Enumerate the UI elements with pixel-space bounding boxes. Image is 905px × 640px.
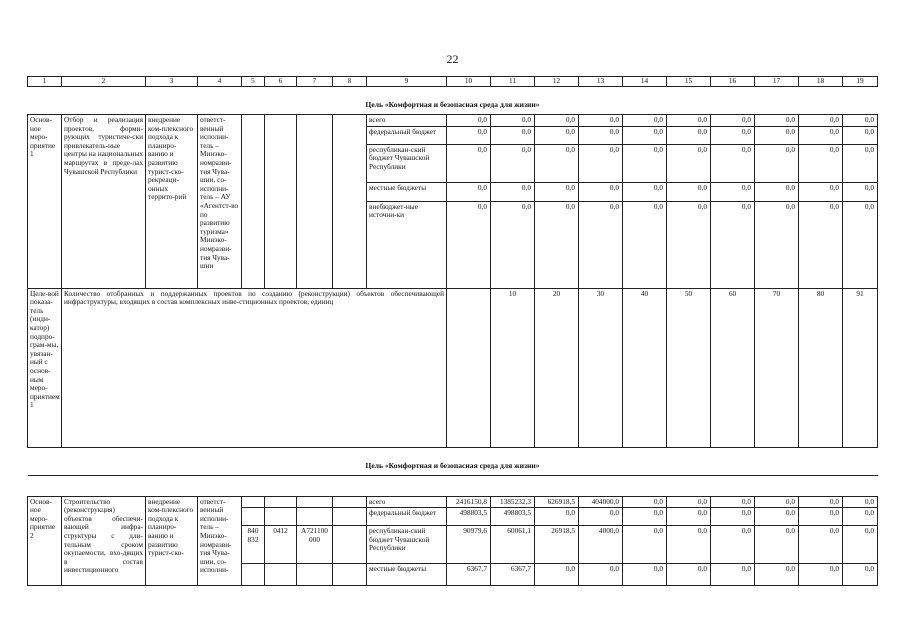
value-cell: 0,0 [799,496,843,508]
code-cell [333,526,367,564]
column-number: 19 [843,77,878,87]
value-cell: 0,0 [843,114,878,126]
value-cell: 0,0 [447,126,491,144]
code-cell [242,508,265,526]
value-cell: 0,0 [843,126,878,144]
value-cell: 0,0 [491,201,535,288]
value-cell: 0,0 [711,114,755,126]
table-row [28,496,878,508]
value-cell: 0,0 [447,114,491,126]
funding-source: федеральный бюджет [367,126,447,144]
value-cell: 0,0 [711,182,755,201]
program-table [27,76,878,586]
event-executor: ответст-венный исполни-тель – Минэко-номразви-тия Чува-шии, со-исполни-тель – АУ «Агентст-во по развитию туризма» Минэко-номразви-тия Чува-шии [198,114,242,288]
value-cell: 0,0 [579,564,623,586]
value-cell: 0,0 [755,144,799,182]
value-cell: 0,0 [667,144,711,182]
value-cell: 0,0 [711,201,755,288]
value-cell: 0,0 [623,182,667,201]
value-cell: 0,0 [491,114,535,126]
indicator-value: 70 [755,288,799,447]
code-cell: А721100 000 [297,526,333,564]
funding-source: местные бюджеты [367,564,447,586]
value-cell: 0,0 [711,508,755,526]
code-cell [297,114,333,288]
value-cell: 0,0 [843,564,878,586]
value-cell: 0,0 [755,564,799,586]
value-cell: 6367,7 [447,564,491,586]
value-cell: 0,0 [843,182,878,201]
indicator-value: 50 [667,288,711,447]
value-cell: 0,0 [843,508,878,526]
value-cell: 0,0 [623,508,667,526]
column-number: 2 [62,77,146,87]
column-number: 12 [535,77,579,87]
event-name: Основ-ное меро-приятие 2 [28,496,62,586]
column-number: 18 [799,77,843,87]
value-cell: 0,0 [799,114,843,126]
column-number: 9 [367,77,447,87]
indicator-row [28,288,878,447]
value-cell: 0,0 [843,526,878,564]
funding-source: всего [367,114,447,126]
value-cell: 0,0 [799,526,843,564]
funding-source: всего [367,496,447,508]
event-executor: ответст-венный исполни-тель – Минэко-номразви-тия Чува-шии, со-исполни- [198,496,242,586]
funding-source: местные бюджеты [367,182,447,201]
value-cell: 0,0 [799,564,843,586]
code-cell [265,508,297,526]
value-cell: 0,0 [667,114,711,126]
value-cell: 0,0 [579,201,623,288]
column-number: 1 [28,77,62,87]
column-number: 11 [491,77,535,87]
value-cell: 0,0 [755,201,799,288]
value-cell: 0,0 [535,144,579,182]
value-cell: 0,0 [711,126,755,144]
column-number: 17 [755,77,799,87]
value-cell: 60061,1 [491,526,535,564]
column-number: 16 [711,77,755,87]
value-cell: 0,0 [535,508,579,526]
value-cell: 0,0 [667,126,711,144]
value-cell: 0,0 [447,201,491,288]
code-cell [297,564,333,586]
value-cell: 0,0 [579,508,623,526]
value-cell: 0,0 [535,201,579,288]
event-name: Основ-ное меро-приятие 1 [28,114,62,288]
code-cell [242,496,265,508]
code-cell [265,114,297,288]
code-cell [265,564,297,586]
value-cell: 0,0 [667,526,711,564]
value-cell: 0,0 [623,126,667,144]
funding-source: республикан-ский бюджет Чувашской Республики [367,526,447,564]
value-cell: 0,0 [579,114,623,126]
event-description: Строительство (реконструкция) объектов обеспечи-вающей инфра-структуры с дли-тельным сроком окупаемости, вхо-дящих в состав инвестиционного [62,496,146,586]
value-cell: 0,0 [491,126,535,144]
value-cell: 0,0 [535,564,579,586]
value-cell: 0,0 [623,526,667,564]
code-cell [333,508,367,526]
page-number: 22 [446,52,459,66]
indicator-value: 40 [623,288,667,447]
code-cell [242,114,265,288]
column-number: 8 [333,77,367,87]
value-cell: 0,0 [535,126,579,144]
value-cell: 0,0 [843,201,878,288]
indicator-text: Количество отобранных и поддержанных проектов по созданию (реконструкции) объектов обеспечивающей инфраструктуры, входящих в состав комплексных инве-стиционных проектов, единиц [62,288,447,447]
value-cell: 0,0 [755,114,799,126]
indicator-value [447,288,491,447]
event-description: Отбор и реализация проектов, форми-рующих туристиче-ски привлекатель-ные центры на национальных маршрутах в преде-лах Чувашской Республики [62,114,146,288]
table-row [28,114,878,126]
code-cell [333,114,367,288]
column-number: 7 [297,77,333,87]
value-cell: 90979,6 [447,526,491,564]
indicator-value: 10 [491,288,535,447]
value-cell: 0,0 [799,508,843,526]
value-cell: 0,0 [667,182,711,201]
value-cell: 0,0 [799,201,843,288]
value-cell: 0,0 [667,201,711,288]
value-cell: 404000,0 [579,496,623,508]
value-cell: 0,0 [711,144,755,182]
value-cell: 0,0 [755,126,799,144]
goal-title: Цель «Комфортная и безопасная среда для жизни» [28,87,878,115]
value-cell: 0,0 [755,526,799,564]
column-number: 5 [242,77,265,87]
event-goal: внедрение ком-плексного подхода к планиро-ванию и развитию турист-ско- [146,496,198,586]
indicator-value: 60 [711,288,755,447]
value-cell: 0,0 [667,564,711,586]
value-cell: 0,0 [447,182,491,201]
column-number: 15 [667,77,711,87]
value-cell: 498803,5 [447,508,491,526]
value-cell: 0,0 [623,496,667,508]
event-goal: внедрение ком-плексного подхода к планиро-ванию и развитию турист-ско-рекреаци-онных террито-рий [146,114,198,288]
funding-source: республикан-ский бюджет Чувашской Республики [367,144,447,182]
value-cell: 0,0 [667,496,711,508]
indicator-value: 30 [579,288,623,447]
funding-source: федеральный бюджет [367,508,447,526]
value-cell: 0,0 [755,182,799,201]
value-cell: 0,0 [755,496,799,508]
value-cell: 0,0 [799,126,843,144]
goal-title-row [28,87,878,115]
code-cell [297,508,333,526]
indicator-value: 91 [843,288,878,447]
value-cell: 0,0 [711,496,755,508]
column-number: 4 [198,77,242,87]
code-cell [242,564,265,586]
value-cell: 2416150,8 [447,496,491,508]
column-number: 14 [623,77,667,87]
column-number: 3 [146,77,198,87]
value-cell: 0,0 [535,182,579,201]
value-cell: 26918,5 [535,526,579,564]
value-cell: 0,0 [623,114,667,126]
value-cell: 626918,5 [535,496,579,508]
value-cell: 0,0 [799,144,843,182]
value-cell: 0,0 [623,201,667,288]
column-number-row [28,77,878,87]
value-cell: 0,0 [755,508,799,526]
value-cell: 4000,0 [579,526,623,564]
goal-title: Цель «Комфортная и безопасная среда для жизни» [28,447,878,475]
code-cell [297,496,333,508]
value-cell: 0,0 [447,144,491,182]
code-cell: 840 832 [242,526,265,564]
column-number: 10 [447,77,491,87]
value-cell: 0,0 [843,496,878,508]
value-cell: 0,0 [799,182,843,201]
column-number: 13 [579,77,623,87]
value-cell: 0,0 [623,144,667,182]
value-cell: 0,0 [667,508,711,526]
column-number: 6 [265,77,297,87]
value-cell: 0,0 [535,114,579,126]
value-cell: 0,0 [579,144,623,182]
value-cell: 0,0 [491,182,535,201]
value-cell: 0,0 [711,564,755,586]
value-cell: 0,0 [579,126,623,144]
indicator-value: 80 [799,288,843,447]
code-cell: 0412 [265,526,297,564]
value-cell: 0,0 [711,526,755,564]
value-cell: 6367,7 [491,564,535,586]
funding-source: внебюджет-ные источни-ки [367,201,447,288]
value-cell: 1385232,3 [491,496,535,508]
value-cell: 498803,5 [491,508,535,526]
code-cell [265,496,297,508]
indicator-label: Целе-вой показа-тель (инди-катор) подпро-грам-мы, увязан-ный с основ-ным меро-приятием 1 [28,288,62,447]
indicator-value: 20 [535,288,579,447]
value-cell: 0,0 [843,144,878,182]
code-cell [333,496,367,508]
code-cell [333,564,367,586]
value-cell: 0,0 [579,182,623,201]
value-cell: 0,0 [623,564,667,586]
goal-title-row [28,447,878,475]
value-cell: 0,0 [491,144,535,182]
